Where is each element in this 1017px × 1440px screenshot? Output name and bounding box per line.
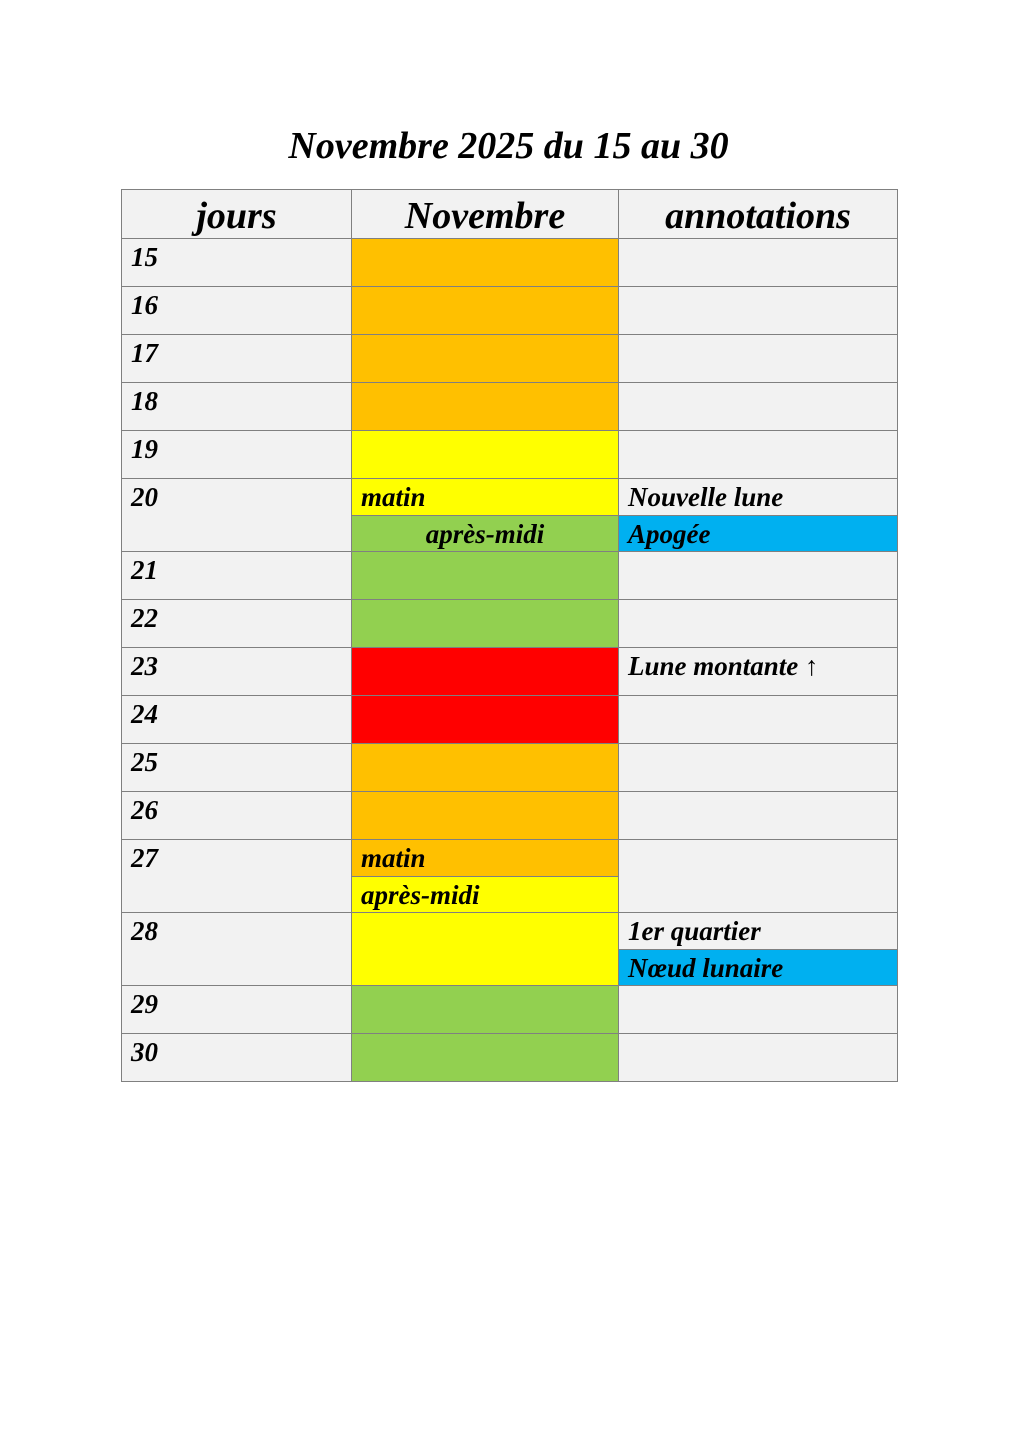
annotation-cell [618, 382, 898, 431]
annotation-cell: Nouvelle lune [618, 478, 898, 516]
annotation-cell: Nœud lunaire [618, 949, 898, 986]
novembre-slot [351, 334, 619, 383]
day-cell: 24 [121, 695, 352, 744]
annotation-cell [618, 238, 898, 287]
novembre-slot [351, 599, 619, 648]
novembre-slot [351, 1033, 619, 1082]
day-cell: 16 [121, 286, 352, 335]
novembre-slot [351, 551, 619, 600]
novembre-slot [351, 985, 619, 1034]
annotation-cell [618, 839, 898, 913]
header-novembre: Novembre [351, 189, 619, 239]
novembre-slot [351, 743, 619, 792]
day-cell: 26 [121, 791, 352, 840]
day-cell: 20 [121, 478, 352, 552]
day-cell: 29 [121, 985, 352, 1034]
day-cell: 23 [121, 647, 352, 696]
day-cell: 22 [121, 599, 352, 648]
day-cell: 28 [121, 912, 352, 986]
novembre-slot [351, 286, 619, 335]
day-cell: 21 [121, 551, 352, 600]
day-cell: 19 [121, 430, 352, 479]
annotation-cell [618, 551, 898, 600]
novembre-slot [351, 382, 619, 431]
annotation-cell [618, 743, 898, 792]
annotation-cell [618, 599, 898, 648]
annotation-cell [618, 286, 898, 335]
annotation-cell [618, 695, 898, 744]
novembre-slot [351, 238, 619, 287]
header-annotations: annotations [618, 189, 898, 239]
novembre-slot: matin [351, 478, 619, 516]
annotation-cell [618, 430, 898, 479]
novembre-slot: après-midi [351, 515, 619, 552]
novembre-slot [351, 430, 619, 479]
day-cell: 18 [121, 382, 352, 431]
day-cell: 25 [121, 743, 352, 792]
annotation-cell: Lune montante ↑ [618, 647, 898, 696]
day-cell: 30 [121, 1033, 352, 1082]
annotation-cell: Apogée [618, 515, 898, 552]
day-cell: 15 [121, 238, 352, 287]
annotation-cell [618, 334, 898, 383]
day-cell: 27 [121, 839, 352, 913]
calendar-table [121, 189, 897, 1082]
novembre-slot [351, 791, 619, 840]
day-cell: 17 [121, 334, 352, 383]
header-jours: jours [121, 189, 352, 239]
novembre-slot: après-midi [351, 876, 619, 913]
novembre-slot [351, 912, 619, 986]
novembre-slot [351, 647, 619, 696]
novembre-slot [351, 695, 619, 744]
annotation-cell: 1er quartier [618, 912, 898, 950]
page-title: Novembre 2025 du 15 au 30 [288, 125, 729, 167]
annotation-cell [618, 985, 898, 1034]
annotation-cell [618, 1033, 898, 1082]
annotation-cell [618, 791, 898, 840]
novembre-slot: matin [351, 839, 619, 877]
